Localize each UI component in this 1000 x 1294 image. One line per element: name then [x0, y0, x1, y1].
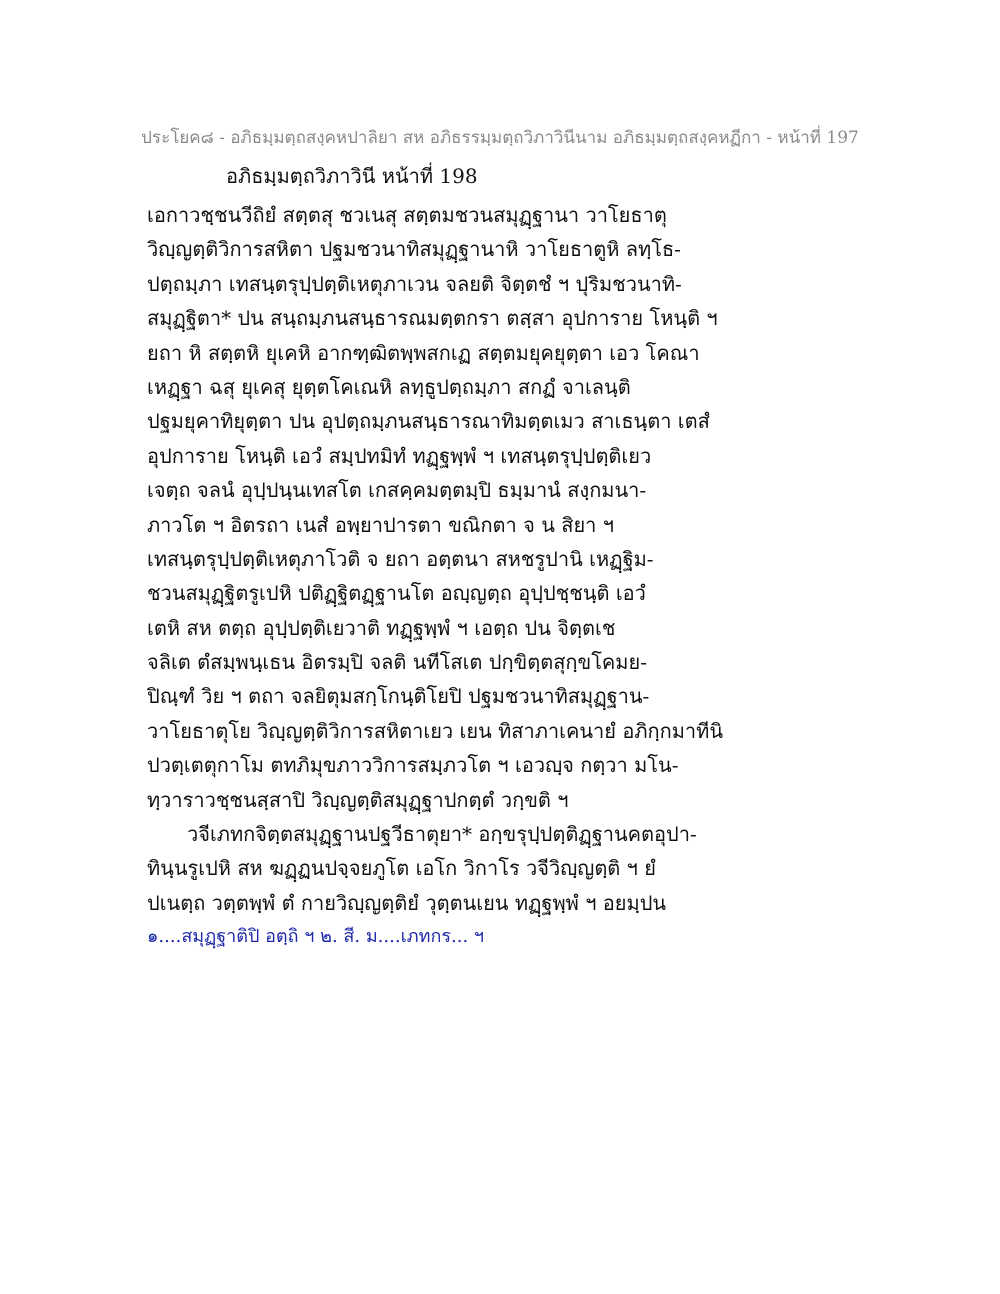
footnote: ๑....สมุฏฺฐาติปิ อตฺถิ ฯ ๒. สี. ม....เภทกร... ฯ — [147, 926, 485, 948]
body-text — [147, 198, 867, 955]
page-title: อภิธมฺมตฺถวิภาวินี หน้าที่ 198 — [226, 164, 478, 188]
text-line: เตหิ สห ตตฺถ อุปฺปตฺติเยวาติ ทฏฺฐพฺพํ ฯ เอตฺถ ปน จิตฺตเช — [147, 615, 616, 640]
text-line: ปฐมยุคาทิยุตฺตา ปน อุปตฺถมฺภนสนฺธารณาทิมตฺตเมว สาเธนฺตา เตสํ — [147, 409, 710, 434]
text-line: ปวตฺเตตุกาโม ตทภิมุขภาววิการสมฺภวโต ฯ เอวญฺจ กตฺวา มโน- — [147, 753, 679, 778]
text-line: เทสนฺตรุปฺปตฺติเหตุภาโวติ จ ยถา อตฺตนา สหชรูปานิ เหฏฺฐิม- — [147, 546, 654, 571]
text-line: ปเนตฺถ วตฺตพฺพํ ตํ กายวิญฺญตฺติยํ วุตฺตนเยน ทฏฺฐพฺพํ ฯ อยมฺปน — [147, 890, 667, 915]
text-line: วิญฺญตฺติวิการสหิตา ปฐมชวนาทิสมุฏฺฐานาหิ วาโยธาตูหิ ลทฺโธ- — [147, 237, 681, 262]
text-line: เจตฺถ จลนํ อุปฺปนฺนเทสโต เกสคฺคมตฺตมฺปิ ธมฺมานํ สงฺกมนา- — [147, 478, 647, 503]
text-line: ยถา หิ สตฺตหิ ยุเคหิ อากฑฺฒิตพฺพสกเฏ สตฺตมยุคยุตฺตา เอว โคณา — [147, 340, 700, 365]
text-line: ทฺวาราวชฺชนสฺสาปิ วิญฺญตฺติสมุฏฺฐาปกตฺตํ วกฺขติ ฯ — [147, 787, 569, 812]
text-line: ทินฺนรูเปหิ สห ฆฏฺฏนปจฺจยภูโต เอโก วิกาโร วจีวิญฺญตฺติ ฯ ยํ — [147, 856, 656, 881]
text-line: เหฏฺฐา ฉสุ ยุเคสุ ยุตฺตโคเณหิ ลทฺธูปตฺถมฺภา สกฏํ จาเลนฺติ — [147, 374, 631, 399]
text-line: สมุฏฺฐิตา* ปน สนฺถมฺภนสนฺธารณมตฺตกรา ตสฺสา อุปการาย โหนฺติ ฯ — [147, 306, 718, 331]
text-line: ชวนสมุฏฺฐิตรูเปหิ ปติฏฺฐิตฏฺฐานโต อญฺญตฺถ อุปฺปชฺชนฺติ เอวํ — [147, 581, 646, 606]
text-line: วจีเภทกจิตฺตสมุฏฺฐานปฐวีธาตุยา* อกฺขรุปฺปตฺติฏฺฐานคตอุปา- — [187, 822, 697, 847]
text-line: จลิเต ตํสมฺพนฺเธน อิตรมฺปิ จลติ นทีโสเต ปกฺขิตฺตสุกฺขโคมย- — [147, 650, 647, 675]
text-line: ปิณฺฑํ วิย ฯ ตถา จลยิตุมสกฺโกนฺติโยปิ ปฐมชวนาทิสมุฏฺฐาน- — [147, 684, 650, 709]
text-line: ภาวโต ฯ อิตรถา เนสํ อพฺยาปารตา ขณิกตา จ น สิยา ฯ — [147, 512, 614, 537]
text-line: เอกาวชฺชนวีถิยํ สตฺตสุ ชวเนสุ สตฺตมชวนสมุฏฺฐานา วาโยธาตุ — [147, 203, 667, 227]
running-header: ประโยค๘ - อภิธมฺมตฺถสงฺคหปาลิยา สห อภิธรรมฺมตฺถวิภาวินีนาม อภิธมฺมตฺถสงฺคหฏีกา - หน้าที่ 197 — [141, 128, 859, 148]
text-line: วาโยธาตุโย วิญฺญตฺติวิการสหิตาเยว เยน ทิสาภาเคนายํ อภิกฺกมาทีนิ — [147, 718, 724, 743]
text-line: อุปการาย โหนฺติ เอวํ สมฺปทมิทํ ทฏฺฐพฺพํ ฯ เทสนฺตรุปฺปตฺติเยว — [147, 443, 652, 468]
text-line: ปตฺถมฺภา เทสนฺตรุปฺปตฺติเหตุภาเวน จลยติ จิตฺตชํ ฯ ปุริมชวนาทิ- — [147, 271, 682, 296]
